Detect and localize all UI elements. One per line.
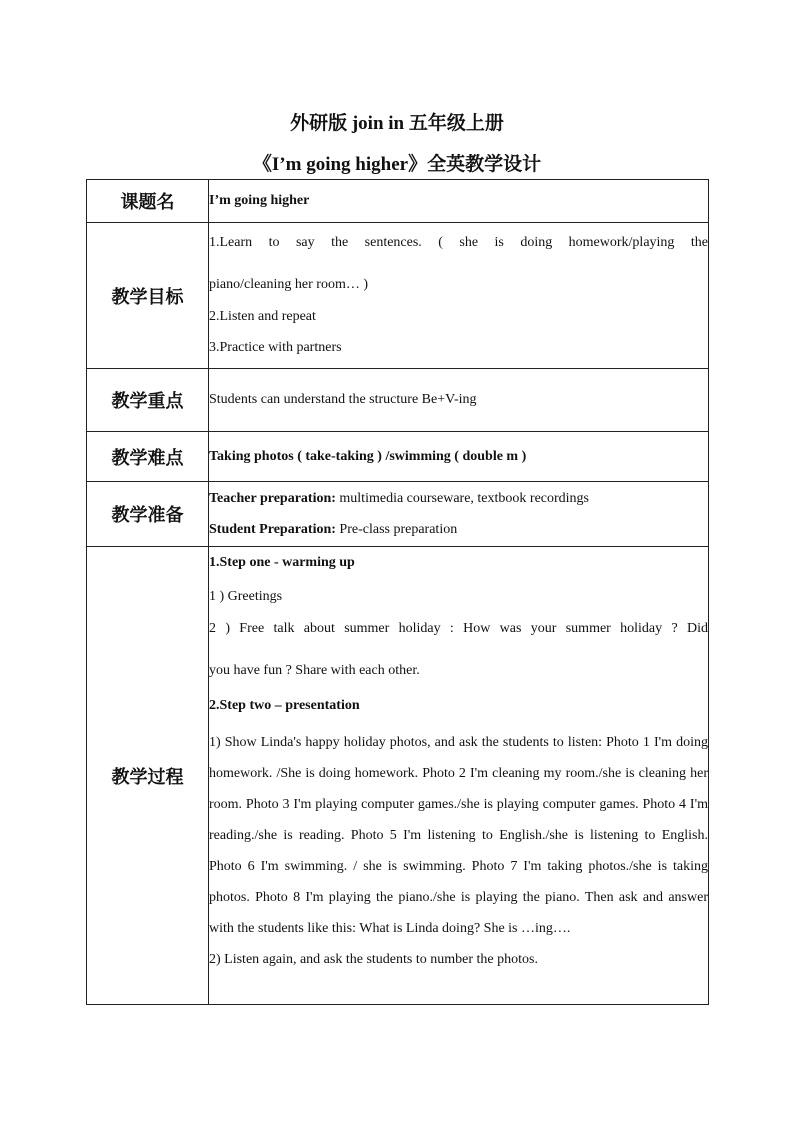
table-row-preparation — [87, 482, 709, 547]
table-row-process — [87, 547, 709, 1005]
objective-item-3: 3.Practice with partners — [209, 339, 342, 355]
row-label-difficulties: 教学难点 — [87, 432, 209, 482]
step2-item-2: 2) Listen again, and ask the students to number the photos. — [209, 952, 538, 967]
step2-item-1: 1) Show Linda's happy holiday photos, and ask the students to listen: Photo 1 I'm doing homework. /She is doing homework. Photo 2 I'm cleaning my room./she is cleaning her room. Photo 3 I'm playing computer games./she is playing computer games. Photo 4 I'm reading./she is reading. Photo 5 I'm listening to English./she is listening to English. Photo 6 I'm swimming. / she is swimming. Photo 7 I'm taking photos./she is taking photos. Photo 8 I'm playing the piano./she is playing the piano. Then ask and answer with the students like this: What is Linda doing? She is …ing…. — [209, 735, 708, 936]
row-label-process: 教学过程 — [87, 547, 209, 1005]
row-label-key-points: 教学重点 — [87, 369, 209, 432]
step1-item-2a: 2 ) Free talk about summer holiday : How was your summer holiday ? Did — [209, 621, 708, 636]
objective-item-1b: piano/cleaning her room… ) — [209, 276, 369, 292]
page-title-line2: 《I’m going higher》全英教学设计 — [252, 154, 542, 175]
step1-item-1: 1 ) Greetings — [209, 589, 283, 604]
row-label-preparation: 教学准备 — [87, 482, 209, 547]
key-points-value: Students can understand the structure Be+V-ing — [209, 369, 709, 432]
difficulties-value: Taking photos ( take-taking ) /swimming ( double m ) — [209, 432, 709, 482]
table-row-objectives — [87, 223, 709, 369]
table-row-difficulties — [87, 432, 709, 482]
table-row-topic — [87, 180, 709, 223]
step2-title: 2.Step two – presentation — [209, 698, 360, 713]
lesson-plan-table — [86, 179, 709, 1005]
teacher-preparation-label: Teacher preparation: — [209, 491, 336, 506]
process-content — [209, 547, 709, 1005]
step1-title: 1.Step one - warming up — [209, 555, 355, 570]
objectives-content — [209, 223, 709, 369]
row-label-objectives: 教学目标 — [87, 223, 209, 369]
objective-item-1a: 1.Learn to say the sentences. ( she is doing homework/playing the — [209, 234, 708, 250]
page-title-line1: 外研版 join in 五年级上册 — [290, 113, 504, 134]
teacher-preparation-value: multimedia courseware, textbook recordings — [335, 491, 589, 506]
row-label-topic: 课题名 — [87, 180, 209, 223]
table-row-key-points — [87, 369, 709, 432]
student-preparation-value: Pre-class preparation — [335, 522, 458, 537]
objective-item-2: 2.Listen and repeat — [209, 308, 316, 324]
student-preparation — [209, 514, 708, 545]
student-preparation-label: Student Preparation: — [209, 522, 336, 537]
step1-item-2b: you have fun ? Share with each other. — [209, 663, 420, 678]
teacher-preparation — [209, 483, 708, 514]
preparation-content — [209, 482, 709, 547]
topic-value: I’m going higher — [209, 180, 709, 223]
